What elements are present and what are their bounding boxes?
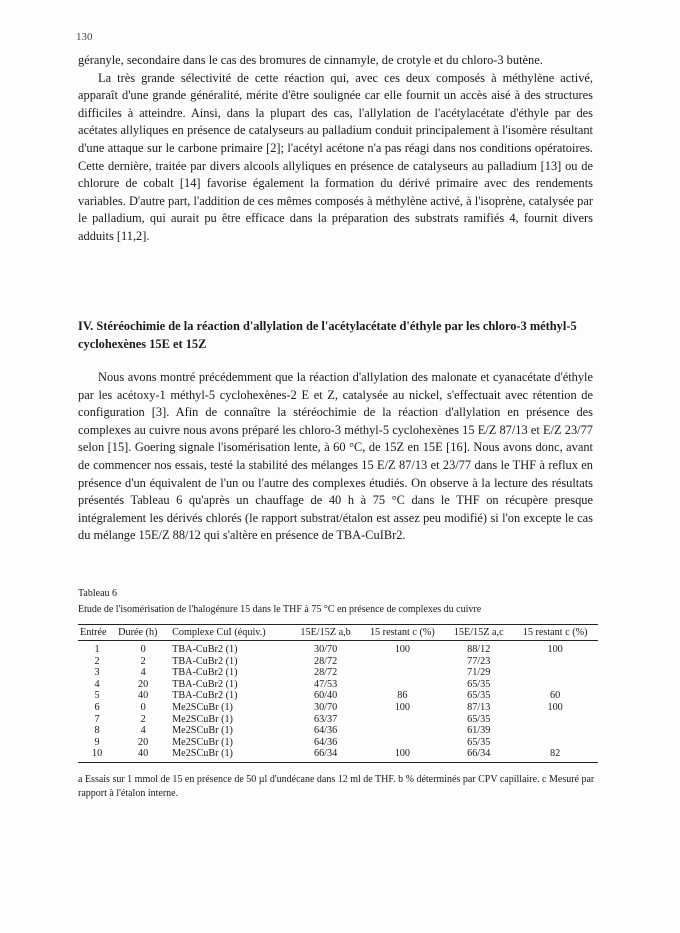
isomerization-table — [78, 624, 598, 763]
cell-duree: 4 — [140, 725, 146, 737]
cell-restant-2 — [512, 737, 598, 749]
cell-duree: 40 — [116, 748, 170, 762]
table-row — [78, 748, 598, 762]
body-text-top — [78, 52, 593, 246]
cell-entree: 10 — [78, 748, 116, 762]
cell-complexe: Me2SCuBr (1) — [172, 725, 233, 737]
cell-restant-1 — [359, 714, 445, 726]
cell-ratio-1: 30/70 — [313, 644, 338, 655]
paragraph-1: géranyle, secondaire dans le cas des bromures de cinnamyle, de crotyle et du chloro-3 butène. — [78, 53, 543, 67]
table-row — [78, 725, 598, 737]
cell-complexe: TBA-CuBr2 (1) — [172, 690, 238, 702]
cell-restant-1: 86 — [397, 690, 408, 702]
cell-complexe: TBA-CuBr2 (1) — [172, 655, 238, 667]
paragraph-3: Nous avons montré précédemment que la réaction d'allylation des malonate et cyanacétate d'éthyle par les acétoxy-1 méthyl-5 cyclohexènes-2 E et Z, catalysée au nickel, s'effectuait avec rétention de configuration [3]. Afin de connaître la stéréochimie de la réaction d'allylation en présence des complexes au cuivre nous avons préparé les chloro-3 méthyl-5 cyclohexènes 15 E/Z 87/13 et E/Z 23/77 selon [15]. Goering signale l'isomérisation lente, à 60 °C, de 15Z en 15E [16]. Nous avons donc, avant de commencer nos essais, testé la stabilité des mélanges 15 E/Z 87/13 et 23/77 dans le THF à reflux en présence d'un équivalent de l'un ou l'autre des complexes étudiés. On observe à la lecture des résultats présentés Tableau 6 qu'après un chauffage de 40 h à 75 °C dans le THF on récupère presque intégralement les dérivés chlorés (le rapport substrat/étalon est assez peu modifié) si l'on excepte le cas du mélange 15E/Z 88/12 qui s'altère en présence de TBA-CuIBr2. — [78, 370, 593, 543]
header-entree: Entrée — [78, 625, 116, 641]
table-row — [78, 679, 598, 691]
cell-duree: 20 — [138, 678, 149, 690]
cell-ratio-2: 66/34 — [445, 748, 512, 762]
cell-ratio-1: 60/40 — [313, 690, 338, 702]
cell-entree: 2 — [94, 655, 100, 667]
cell-entree: 1 — [94, 644, 100, 655]
cell-entree: 6 — [94, 701, 100, 713]
cell-ratio-2: 88/12 — [467, 644, 491, 655]
cell-ratio-2: 87/13 — [467, 701, 491, 713]
cell-ratio-1: 64/36 — [313, 725, 338, 737]
header-ratio-2: 15E/15Z a,c — [445, 625, 512, 641]
cell-restant-2: 100 — [547, 701, 563, 713]
header-duree: Durée (h) — [116, 625, 170, 641]
cell-entree: 8 — [94, 725, 100, 737]
cell-restant-1 — [359, 656, 445, 668]
cell-ratio-2: 65/35 — [467, 713, 491, 725]
cell-complexe: Me2SCuBr (1) — [172, 713, 233, 725]
cell-ratio-1: 63/37 — [313, 713, 338, 725]
table-row — [78, 702, 598, 714]
cell-ratio-2: 65/35 — [467, 736, 491, 748]
cell-restant-1: 100 — [394, 644, 410, 655]
body-text-section — [78, 369, 593, 545]
cell-entree: 7 — [94, 713, 100, 725]
cell-complexe: Me2SCuBr (1) — [170, 748, 292, 762]
cell-ratio-1: 47/53 — [313, 678, 338, 690]
table-row — [78, 737, 598, 749]
cell-entree: 3 — [94, 667, 100, 679]
cell-duree: 2 — [140, 655, 146, 667]
cell-restant-2: 60 — [550, 690, 561, 702]
cell-complexe: TBA-CuBr2 (1) — [172, 678, 238, 690]
paragraph-2: La très grande sélectivité de cette réaction qui, avec ces deux composés à méthylène activé, apparaît d'une grande généralité, mérite d'être soulignée car elle fournit un accès aisé à des structures difficiles à atteindre. Ainsi, dans la plupart des cas, l'allylation de l'acétylacétate d'éthyle par des acétates allyliques en présence de catalyseurs au palladium conduit principalement à l'isomère résultant d'une attaque sur le carbone primaire [2]; l'acétyl acétone n'a pas réagi dans nos conditions opératoires. Cette dernière, traitée par divers alcools allyliques en présence de catalyseurs au palladium [13] ou de chlorure de cobalt [14] favorise également la formation du dérivé primaire avec des rendements variables. D'autre part, l'addition de ces mêmes composés à méthylène activé, à l'isoprène, catalysée par le palladium, qui aurait pu être efficace dans la préparation des substrats ramifiés 4, fournit divers adduits [11,2]. — [78, 70, 593, 243]
cell-restant-1 — [359, 679, 445, 691]
cell-complexe: TBA-CuBr2 (1) — [172, 644, 238, 655]
cell-entree: 4 — [94, 678, 100, 690]
table-row — [78, 641, 598, 656]
cell-duree: 4 — [140, 667, 146, 679]
header-ratio-1: 15E/15Z a,b — [292, 625, 360, 641]
cell-ratio-2: 61/39 — [467, 725, 491, 737]
table-row — [78, 667, 598, 679]
cell-complexe: Me2SCuBr (1) — [172, 736, 233, 748]
cell-ratio-1: 28/72 — [313, 667, 338, 679]
cell-ratio-2: 77/23 — [467, 655, 491, 667]
table-row — [78, 714, 598, 726]
cell-restant-2 — [512, 679, 598, 691]
cell-ratio-2: 71/29 — [467, 667, 491, 679]
cell-restant-1 — [359, 667, 445, 679]
cell-ratio-1: 30/70 — [313, 701, 338, 713]
cell-ratio-1: 28/72 — [313, 655, 338, 667]
cell-complexe: Me2SCuBr (1) — [172, 701, 233, 713]
table-row — [78, 690, 598, 702]
cell-restant-2: 82 — [512, 748, 598, 762]
cell-restant-1: 100 — [394, 701, 410, 713]
cell-duree: 0 — [140, 644, 146, 655]
cell-ratio-1: 66/34 — [292, 748, 360, 762]
cell-complexe: TBA-CuBr2 (1) — [172, 667, 238, 679]
cell-restant-2 — [512, 667, 598, 679]
cell-entree: 5 — [94, 690, 100, 702]
cell-restant-2: 100 — [547, 644, 563, 655]
cell-restant-2 — [512, 714, 598, 726]
table-row — [78, 656, 598, 668]
cell-duree: 40 — [138, 690, 149, 702]
cell-restant-1 — [359, 725, 445, 737]
header-complexe: Complexe CuI (équiv.) — [170, 625, 292, 641]
cell-restant-1: 100 — [359, 748, 445, 762]
table-footnotes: a Essais sur 1 mmol de 15 en présence de 50 µl d'undécane dans 12 ml de THF. b % déterminés par CPV capillaire. c Mesuré par rapport à l'étalon interne. — [78, 774, 595, 799]
cell-restant-1 — [359, 737, 445, 749]
cell-entree: 9 — [94, 736, 100, 748]
cell-duree: 2 — [140, 713, 146, 725]
cell-ratio-1: 64/36 — [313, 736, 338, 748]
table-caption: Tableau 6 — [78, 588, 118, 599]
cell-ratio-2: 65/35 — [467, 690, 491, 702]
table-description: Etude de l'isomérisation de l'halogénure 15 dans le THF à 75 °C en présence de complexes du cuivre — [78, 604, 482, 615]
header-restant-1: 15 restant c (%) — [359, 625, 445, 641]
cell-restant-2 — [512, 656, 598, 668]
cell-duree: 20 — [138, 736, 149, 748]
section-title: IV. Stéréochimie de la réaction d'allylation de l'acétylacétate d'éthyle par les chloro-3 méthyl-5 cyclohexènes 15E et 15Z — [78, 319, 577, 351]
cell-restant-2 — [512, 725, 598, 737]
header-restant-2: 15 restant c (%) — [512, 625, 598, 641]
page-number: 130 — [76, 31, 93, 43]
cell-duree: 0 — [140, 701, 146, 713]
cell-ratio-2: 65/35 — [467, 678, 491, 690]
table-header-row — [78, 625, 598, 641]
